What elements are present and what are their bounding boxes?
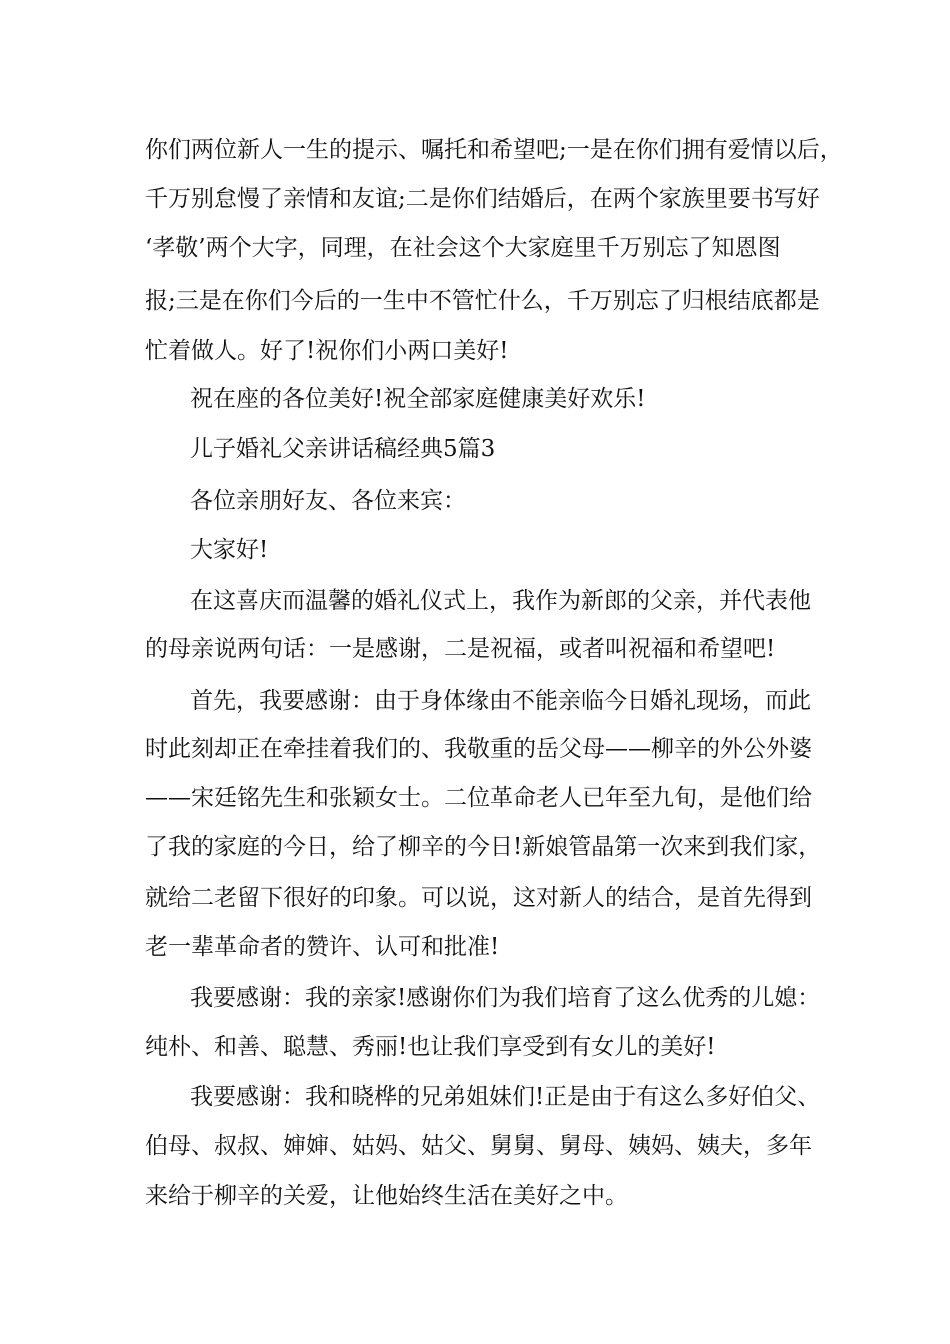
text-line: 就给二老留下很好的印象。可以说，这对新人的结合，是首先得到 xyxy=(145,885,812,911)
text-line: 你们两位新人一生的提示、嘱托和希望吧;一是在你们拥有爱情以后， xyxy=(145,137,843,163)
text-line: 千万别怠慢了亲情和友谊;二是你们结婚后，在两个家族里要书写好 xyxy=(145,186,820,212)
text-line: 了我的家庭的今日，给了柳辛的今日!新娘管晶第一次来到我们家， xyxy=(145,834,822,860)
text-line: 我要感谢：我的亲家!感谢你们为我们培育了这么优秀的儿媳： xyxy=(190,985,821,1011)
text-line: 时此刻却正在牵挂着我们的、我敬重的岳父母——柳辛的外公外婆 xyxy=(145,736,812,762)
text-line: 伯母、叔叔、婶婶、姑妈、姑父、舅舅、舅母、姨妈、姨夫，多年 xyxy=(145,1133,812,1159)
greeting: 大家好! xyxy=(190,537,269,563)
text-line: 我要感谢：我和晓桦的兄弟姐妹们!正是由于有这么多好伯父、 xyxy=(190,1084,821,1110)
text-line: 祝在座的各位美好!祝全部家庭健康美好欢乐! xyxy=(190,386,646,412)
text-line: 报;三是在你们今后的一生中不管忙什么，千万别忘了归根结底都是 xyxy=(145,288,820,314)
text-line: 来给于柳辛的关爱，让他始终生活在美好之中。 xyxy=(145,1183,628,1209)
text-line: 在这喜庆而温馨的婚礼仪式上，我作为新郎的父亲，并代表他 xyxy=(190,588,811,614)
text-line: 老一辈革命者的赞许、认可和批准! xyxy=(145,934,500,960)
text-line: 首先，我要感谢：由于身体缘由不能亲临今日婚礼现场，而此 xyxy=(190,688,811,714)
text-line: 忙着做人。好了!祝你们小两口美好! xyxy=(145,338,509,364)
text-line: ‘孝敬’两个大字，同理，在社会这个大家庭里千万别忘了知恩图 xyxy=(145,235,781,261)
text-line: ——宋廷铭先生和张颖女士。二位革命老人已年至九旬，是他们给 xyxy=(145,785,812,811)
section-heading: 儿子婚礼父亲讲话稿经典5篇3 xyxy=(190,436,496,462)
text-line: 的母亲说两句话：一是感谢，二是祝福，或者叫祝福和希望吧! xyxy=(145,636,776,662)
salutation: 各位亲朋好友、各位来宾： xyxy=(190,488,466,514)
text-line: 纯朴、和善、聪慧、秀丽!也让我们享受到有女儿的美好! xyxy=(145,1034,716,1060)
